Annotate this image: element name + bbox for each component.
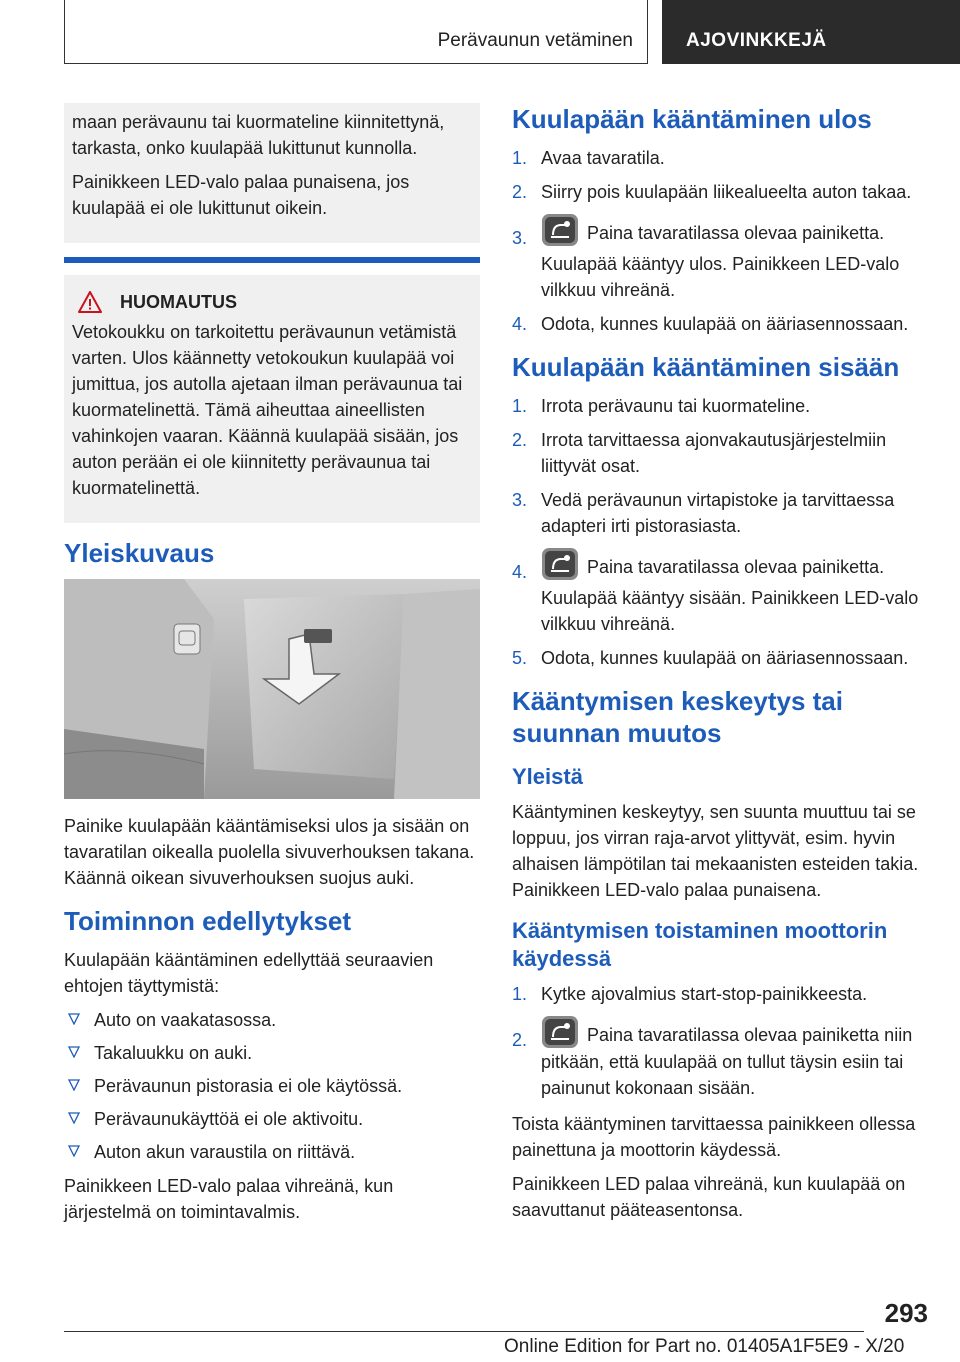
header-title-box (64, 0, 648, 64)
conditions-outro: Painikkeen LED-valo palaa vihreänä, kun järjestelmä on toimintavalmis. (64, 1176, 394, 1222)
triangle-bullet-icon (68, 1079, 80, 1091)
list-item: 2. Irrota tarvittaessa ajonvakautusjärjestelmiin liittyvät osat. (512, 430, 887, 476)
list-item: 2. Paina tavaratilassa olevaa painiketta niin pitkään, että kuulapää on tullut täysin esiin tai painunut kokonaan sisään. (512, 1015, 928, 1101)
overview-heading: Yleiskuvaus (64, 538, 215, 568)
general-heading: Yleistä (512, 764, 583, 789)
list-item: Auton akun varaustila on riittävä. (64, 1139, 480, 1165)
footer-divider (64, 1331, 864, 1332)
out-steps (512, 145, 928, 337)
repeat-heading: Kääntymisen toistaminen moottorin käydessä (512, 918, 888, 971)
triangle-bullet-icon (68, 1145, 80, 1157)
repeat-paragraph-2: Painikkeen LED palaa vihreänä, kun kuulapää on saavuttanut pääteasentonsa. (512, 1174, 906, 1220)
list-item: 4. Paina tavaratilassa olevaa painiketta. Kuulapää kääntyy sisään. Painikkeen LED-valo vilkkuu vihreänä. (512, 547, 928, 637)
list-item: 5. Odota, kunnes kuulapää on ääriasennossaan. (512, 648, 909, 668)
tow-hitch-button-icon (541, 547, 579, 581)
page-number: 293 (884, 1298, 928, 1328)
list-item: 1. Avaa tavaratila. (512, 148, 665, 168)
conditions-intro: Kuulapään kääntäminen edellyttää seuraavien ehtojen täyttymistä: (64, 950, 434, 996)
notice-bar (64, 257, 480, 263)
left-column (64, 103, 480, 1233)
in-heading: Kuulapään kääntäminen sisään (512, 352, 900, 382)
notice-text: Vetokoukku on tarkoitettu perävaunun vetämistä varten. Ulos käännetty vetokoukun kuulapää voi jumittua, jos autolla ajetaan ilman perävaunua tai kuormatelinettä. Tämä aiheuttaa aineellisten vahinkojen vaaran. Käännä kuulapää sisään, jos auton perään ei ole kiinnitetty perävaunua tai kuormatelinettä. (72, 322, 463, 498)
warning-icon (78, 291, 102, 313)
list-item: Perävaunukäyttöä ei ole aktivoitu. (64, 1106, 480, 1132)
list-item: 1. Kytke ajovalmius start-stop-painikkeesta. (512, 984, 868, 1004)
section-label: AJOVINKKEJÄ (686, 30, 827, 51)
interrupt-heading: Kääntymisen keskeytys tai suunnan muutos (512, 686, 843, 748)
triangle-bullet-icon (68, 1112, 80, 1124)
in-steps (512, 393, 928, 671)
conditions-list (64, 1007, 480, 1165)
tow-hitch-button-icon (541, 213, 579, 247)
list-item: 1. Irrota perävaunu tai kuormateline. (512, 396, 811, 416)
list-item: Takaluukku on auki. (64, 1040, 480, 1066)
notice-box (64, 275, 480, 523)
list-item: 4. Odota, kunnes kuulapää on ääriasennossaan. (512, 314, 909, 334)
triangle-bullet-icon (68, 1046, 80, 1058)
repeat-steps (512, 981, 928, 1101)
list-item: Auto on vaakatasossa. (64, 1007, 480, 1033)
notice-heading (78, 289, 474, 315)
list-item: 3. Vedä perävaunun virtapistoke ja tarvittaessa adapteri irti pistorasiasta. (512, 490, 895, 536)
general-text: Kääntyminen keskeytyy, sen suunta muuttuu tai se loppuu, jos virran raja-arvot ylittyvät, esim. hyvin alhaisen lämpötilan tai mekaanisten esteiden takia. Painikkeen LED-valo palaa punaisena. (512, 802, 919, 900)
out-heading: Kuulapään kääntäminen ulos (512, 104, 872, 134)
tow-hitch-button-icon (541, 1015, 579, 1049)
photo-caption: Painike kuulapään kääntämiseksi ulos ja sisään on tavaratilan oikealla puolella sivuverhouksen takana. Käännä oikean sivuverhouksen suojus auki. (64, 816, 475, 888)
trunk-button-photo (64, 579, 480, 799)
intro-paragraph-2: Painikkeen LED-valo palaa punaisena, jos kuulapää ei ole lukittunut oikein. (72, 172, 410, 218)
intro-box (64, 103, 480, 243)
repeat-paragraph-1: Toista kääntyminen tarvittaessa painikkeen ollessa painettuna ja moottorin käydessä. (512, 1114, 916, 1160)
intro-paragraph-1: maan perävaunu tai kuormateline kiinnitettynä, tarkasta, onko kuulapää lukittunut kunnolla. (72, 112, 445, 158)
list-item: 2. Siirry pois kuulapään liikealueelta auton takaa. (512, 182, 912, 202)
page-title: Perävaunun vetäminen (437, 30, 633, 51)
notice-title: HUOMAUTUS (120, 292, 237, 312)
conditions-heading: Toiminnon edellytykset (64, 906, 352, 936)
triangle-bullet-icon (68, 1013, 80, 1025)
footer-edition-text: Online Edition for Part no. 01405A1F5E9 - X/20 (504, 1336, 905, 1357)
right-column (512, 103, 928, 1231)
list-item: 3. Paina tavaratilassa olevaa painiketta. Kuulapää kääntyy ulos. Painikkeen LED-valo vilkkuu vihreänä. (512, 213, 928, 303)
section-tab (662, 0, 960, 64)
list-item: Perävaunun pistorasia ei ole käytössä. (64, 1073, 480, 1099)
